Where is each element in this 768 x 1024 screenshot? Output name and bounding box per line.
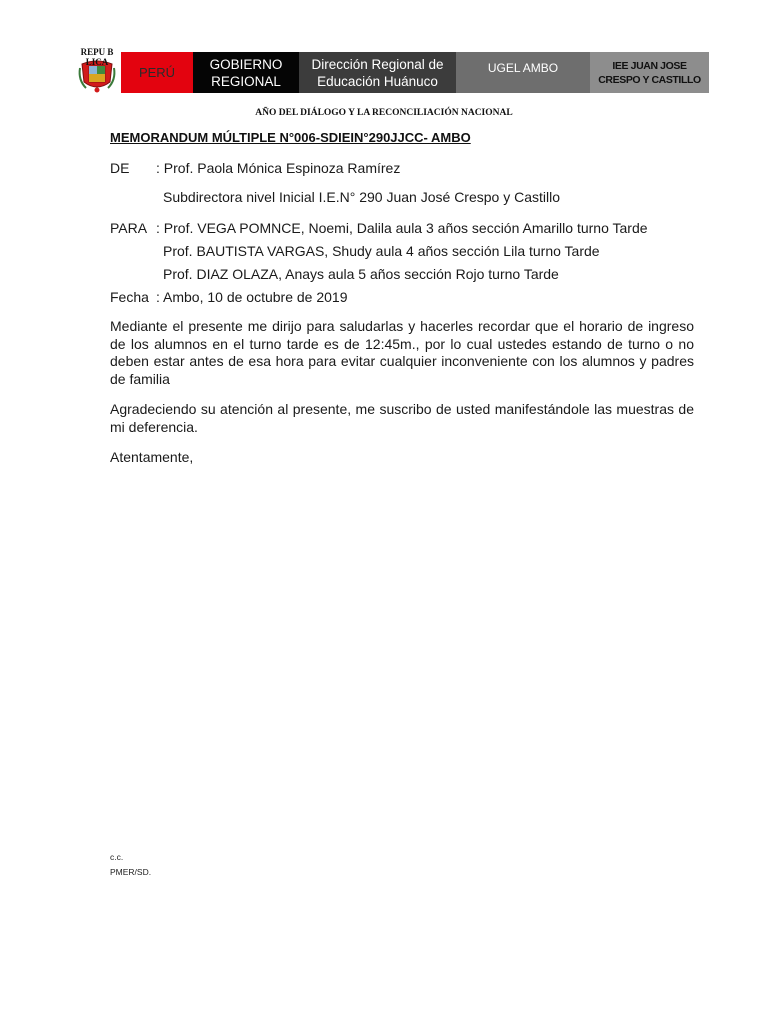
header-band-direccion-regional <box>299 52 456 93</box>
header-band-ugel <box>456 52 590 93</box>
closing: Atentamente, <box>110 449 194 465</box>
footer-cc: c.c. <box>110 852 124 862</box>
fecha-line <box>110 289 347 305</box>
fecha-separator: : <box>156 289 160 305</box>
peru-label: PERÚ <box>138 65 176 80</box>
para-recipient-2: Prof. BAUTISTA VARGAS, Shudy aula 4 años sección Lila turno Tarde <box>163 243 600 259</box>
year-motto: AÑO DEL DIÁLOGO Y LA RECONCILIACIÓN NACIONAL <box>255 108 513 118</box>
para-recipient-1: Prof. VEGA POMNCE, Noemi, Dalila aula 3 años sección Amarillo turno Tarde <box>163 220 648 236</box>
de-position: Subdirectora nivel Inicial I.E.N° 290 Juan José Crespo y Castillo <box>163 189 561 205</box>
para-label: PARA <box>110 220 148 236</box>
body-paragraph-1: Mediante el presente me dirijo para saludarlas y hacerles recordar que el horario de ingreso de los alumnos en el turno tarde es de 12:45m., por lo cual ustedes estando de turno o no deben estar antes de esa hora para evitar cualquier inconveniente con los alumnos y padres de familia <box>110 318 694 387</box>
iee-label-line2: CRESPO Y CASTILLO <box>598 73 701 86</box>
emblem-caption: REPU BLICA <box>80 47 114 67</box>
para-separator: : <box>156 220 160 236</box>
direccion-label-line1: Dirección Regional de <box>311 56 444 72</box>
gobierno-label-line1: GOBIERNO <box>209 56 283 72</box>
para-recipient-3: Prof. DIAZ OLAZA, Anays aula 5 años sección Rojo turno Tarde <box>163 266 559 282</box>
gobierno-label-line2: REGIONAL <box>211 73 281 89</box>
de-separator: : <box>156 160 160 176</box>
para-line <box>110 220 648 236</box>
direccion-label-line2: Educación Huánuco <box>317 73 438 89</box>
de-label: DE <box>110 160 130 176</box>
header-band-gobierno-regional <box>193 52 299 93</box>
footer-ref: PMER/SD. <box>110 867 152 877</box>
ugel-label: UGEL AMBO <box>487 60 559 75</box>
fecha-label: Fecha <box>110 289 149 305</box>
body-paragraph-2: Agradeciendo su atención al presente, me suscribo de usted manifestándole las muestras de mi deferencia. <box>110 401 694 435</box>
memo-title: MEMORANDUM MÚLTIPLE N°006-SDIEIN°290JJCC- AMBO <box>110 130 471 145</box>
fecha-value: Ambo, 10 de octubre de 2019 <box>163 289 348 305</box>
de-line <box>110 160 400 176</box>
header-band-peru <box>121 52 193 93</box>
header-band-iee <box>590 52 709 93</box>
iee-label-line1: IEE JUAN JOSE <box>612 59 687 72</box>
de-name: Prof. Paola Mónica Espinoza Ramírez <box>163 160 401 176</box>
